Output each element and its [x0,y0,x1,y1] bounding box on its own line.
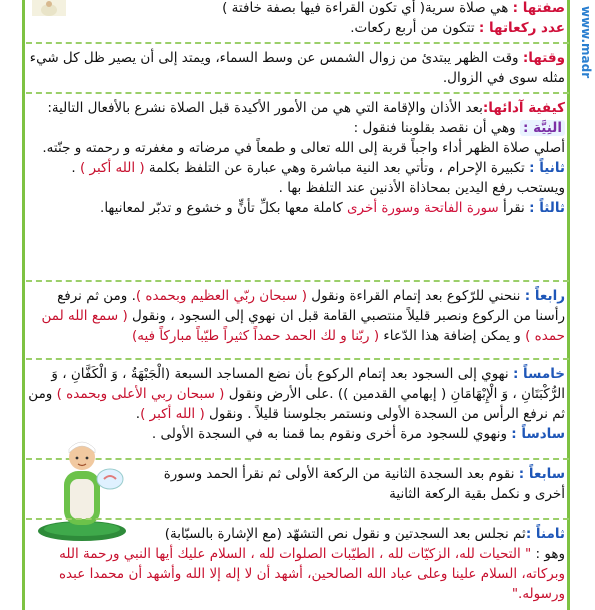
divider [26,518,569,520]
waqt-label: وقتها: [522,50,565,66]
niyya-paragraph [28,118,565,138]
sadisan-text: ونهوي للسجود مرة أخرى ونقوم بما قمنا به في السجدة الأولى . [151,426,512,442]
tashahhud-section [28,524,565,604]
rabbana-phrase: ( ربّنا و لك الحمد حمداً كثيراً طيّباً مباركاً فيه) [132,328,380,344]
thalithan-text: نقرأ [498,200,530,216]
sujud-dhikr: ( سبحان ربي الأعلى وبحمده ) [56,386,225,402]
niyya-text: وهي أن نقصد بقلوبنا فنقول : [353,120,520,136]
niyya-label: النِيَّة : [520,120,565,136]
surat-phrase: سورة الفاتحة وسورة أخرى [346,200,499,216]
ruku-dhikr: ( سبحان ربّي العظيم وبحمده ) [135,288,307,304]
divider [26,280,569,282]
performance-section [28,98,565,218]
watermark: www.madr [579,6,593,79]
kayfiya-text: بعد الأذان والإقامة التي هي من الأمور الأكيدة قبل الصلاة نشرع بالأفعال التالية: [47,100,483,116]
time-section [28,48,565,88]
takbir-phrase-2: ( الله أكبر ) [140,406,205,422]
sujud-section [28,364,565,444]
sadisan-label: سادساً : [511,426,565,442]
sifa-label: صفتها : [512,0,565,16]
khamisan-label: خامساً : [512,366,565,382]
thaniyan-label: ثانياً : [529,160,565,176]
thaminan-label: ثامناً : [525,526,565,542]
thaniyan-text-2: . ويستحب رفع اليدين بمحاذاة الأذنين عند التلفظ بها . [71,160,565,196]
waqt-text: وقت الظهر يبتدئ من زوال الشمس عن وسط السماء، ويمتد إلى أن يصير ظل كل شيء مثله سوى في الزوال. [29,50,565,86]
khamisan-paragraph [28,364,565,424]
thaminan-text-2: وهو : [531,546,565,562]
ruku-section [28,286,565,346]
thaniyan-paragraph [28,158,565,198]
tashahhud-paragraph [28,544,565,604]
kayfiya-paragraph [28,98,565,118]
khamisan-text-2: ومن ثم نرفع الرأس من السجدة الأولى ونستمر بجلوسنا قليلاً . ونقول [28,386,565,422]
thalithan-text-2: كاملة معها بكلِّ تأنٍّ و خشوع و تدبّر لمعانيها. [100,200,347,216]
samia-phrase: ( سمع الله لمن حمده ) [41,308,565,344]
rakaat-text: تتكون من أربع ركعات. [350,20,479,36]
kayfiya-label: كيفية آدائها: [482,100,565,116]
sabian-label: سابعاً : [518,466,565,482]
niyya-formula: أصلي صلاة الظهر أداء واجباً قربة إلى الله تعالى و طمعاً في مرضاته و مغفرته و رحمته و جنّته. [42,140,565,156]
divider [26,92,569,94]
divider [26,42,569,44]
thalithan-paragraph [28,198,565,218]
takbir-phrase: ( الله أكبر ) [79,160,145,176]
attributes-section [28,0,565,38]
rakaat-line [28,18,565,38]
rabian-text-2: . ومن ثم نرفع رأسنا من الركوع ونصبر قليلاً منتصبي القامة قبل ان نهوي إلى السجود ، ونقول [57,288,565,324]
khamisan-text-3: . [135,406,141,422]
thalithan-label: ثالثاً : [529,200,565,216]
sifa-line [28,0,565,18]
thaminan-text: ثم نجلس بعد السجدتين و نقول نص التشهّد (مع الإشارة بالسبّابة) [164,526,526,542]
sabian-text: نقوم بعد السجدة الثانية من الركعة الأولى ثم نقرأ الحمد وسورة أخرى و نكمل بقية الركعة الثانية [163,466,565,502]
rakaat-label: عدد ركعاتها : [478,20,565,36]
tashahhud-text: " التحيات لله، الزكيّات لله ، الطيّبات الصلوات لله ، السلام عليك أيها النبي ورحمة الله وبركاته، السلام علينا وعلى عباد الله الصالحين، أشهد أن لا إله إلا الله وأشهد أن محمدا عبده ورسوله." [58,546,565,602]
divider [26,358,569,360]
thaniyan-text: تكبيرة الإحرام ، وتأتي بعد النية مباشرة وهي عبارة عن التلفظ بكلمة [144,160,530,176]
rabian-text-3: و يمكن إضافة هذا الدّعاء [379,328,526,344]
rabian-label: رابعاً : [524,288,565,304]
rabian-text: ننحني للرّكوع بعد إتمام القراءة ونقول [306,288,525,304]
thaminan-paragraph [28,524,565,544]
second-rakah-section [138,464,565,504]
sifa-text: هي صلاة سرية( أي تكون القراءة فيها بصفة خافتة ) [222,0,513,16]
khamisan-text: نهوي إلى السجود بعد إتمام الركوع بأن نضع المساجد السبعة (الْجَبْهَةُ ، وَ الْكَفَّانِ ، وَ الرُّكْبَتَانِ ، وَ الْإِبْهَامَانِ ( إبهامي القدمين )) .على الأرض ونقول [51,366,565,402]
